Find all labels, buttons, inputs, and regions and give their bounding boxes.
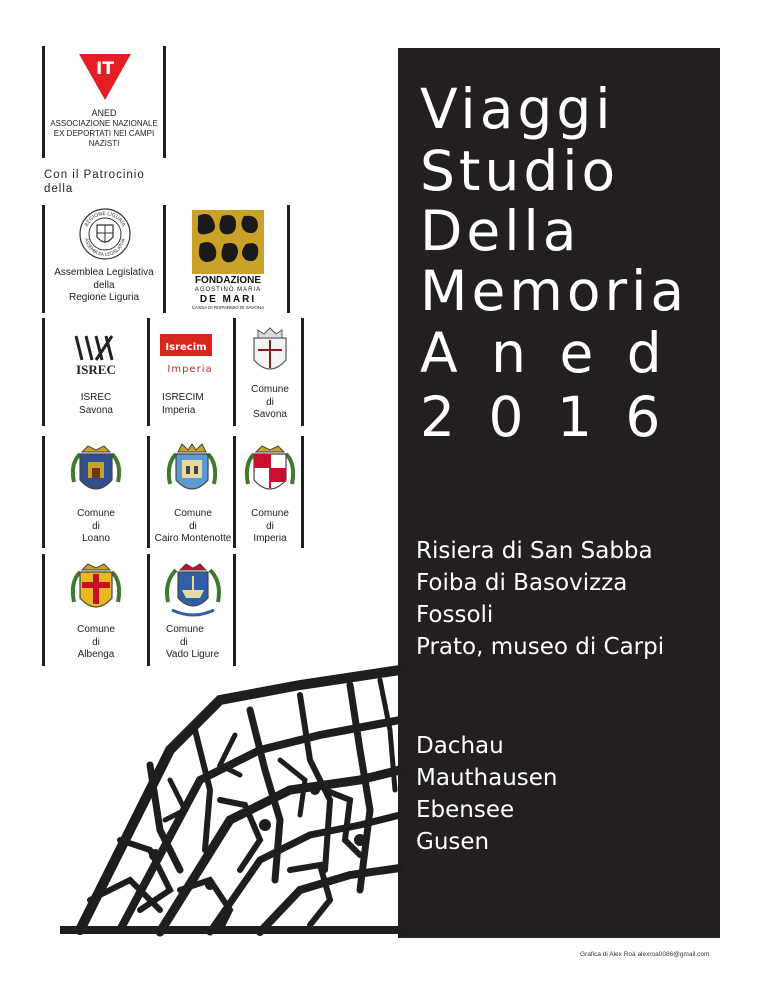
- fondazione-caption: CASSA DI RISPARMIO DI SAVONA: [191, 305, 265, 310]
- isrec-logo-icon: [66, 332, 126, 376]
- loano-label-line: Loano: [82, 533, 110, 544]
- fondazione-title: FONDAZIONE: [194, 275, 262, 286]
- destination-item: Risiera di San Sabba: [416, 538, 653, 564]
- comune-loano-block: [42, 436, 150, 548]
- svg-text:Isrecim: Isrecim: [165, 342, 207, 353]
- regione-label-line: della: [93, 279, 115, 291]
- loano-crest-icon: [68, 442, 124, 504]
- loano-label-line: Comune: [77, 508, 115, 519]
- aned-logo-block: [42, 46, 166, 158]
- title-line-aned: A n e d: [420, 321, 670, 385]
- title-line-memoria: Memoria: [420, 259, 689, 323]
- vado-label-line: di: [180, 636, 188, 648]
- imperia-label-line: di: [266, 520, 274, 532]
- albenga-label-line: Comune: [77, 624, 115, 635]
- patronage-line: della: [44, 183, 74, 195]
- aned-emblem-text: IT: [96, 59, 114, 79]
- regione-liguria-seal-icon: [78, 207, 132, 261]
- fondazione-logo-icon: [192, 210, 264, 274]
- aned-name: ANED: [91, 108, 117, 118]
- savona-crest-icon: [250, 324, 290, 378]
- cairo-label-line: Cairo Montenotte: [154, 533, 232, 544]
- savona-label-line: Comune: [251, 384, 289, 395]
- patronage-label: [44, 168, 145, 196]
- aned-desc-line: NAZISTI: [88, 139, 120, 148]
- fondazione-subtitle: AGOSTINO MARIA: [194, 287, 262, 293]
- albenga-label-line: Albenga: [77, 649, 115, 660]
- vado-label-line: Comune: [166, 624, 204, 635]
- albenga-crest-icon: [68, 560, 124, 622]
- comune-cairo-montenotte-block: [150, 436, 236, 548]
- title-line-studio: Studio: [420, 139, 620, 203]
- destination-item: Gusen: [416, 829, 490, 855]
- comune-vado-ligure-block: [150, 554, 236, 666]
- destination-item: Ebensee: [416, 797, 515, 823]
- comune-imperia-block: [236, 436, 304, 548]
- svg-text:ISREC: ISREC: [76, 362, 116, 376]
- vado-ligure-crest-icon: [162, 560, 224, 622]
- isrecim-label-line: Imperia: [162, 404, 196, 416]
- isrec-label-line: Savona: [79, 404, 113, 416]
- title-line-year: 2 0 1 6: [420, 385, 669, 449]
- imperia-crest-icon: [242, 442, 298, 504]
- title-line-viaggi: Viaggi: [420, 77, 615, 141]
- destination-item: Foiba di Basovizza: [416, 570, 628, 596]
- isrecim-label-line: ISRECIM: [162, 392, 204, 403]
- imperia-label-line: Imperia: [253, 533, 287, 544]
- svg-text:REGIONE LIGURIA: REGIONE LIGURIA: [83, 210, 127, 228]
- loano-label-line: di: [92, 520, 100, 532]
- fondazione-de-mari-block: [166, 205, 290, 313]
- patronage-line: Con il Patrocinio: [44, 169, 145, 181]
- destination-item: Prato, museo di Carpi: [416, 634, 665, 660]
- aned-desc-line: ASSOCIAZIONE NAZIONALE: [50, 119, 158, 128]
- memorial-sculpture-illustration: [60, 640, 480, 940]
- design-credit: Grafica di Alex Roà alexroa0086@gmail.com: [580, 951, 710, 958]
- cairo-label-line: di: [189, 520, 197, 532]
- fondazione-name: DE MARI: [199, 294, 257, 305]
- isrec-savona-block: [42, 318, 150, 426]
- cairo-montenotte-crest-icon: [164, 442, 220, 504]
- aned-desc-line: EX DEPORTATI NEI CAMPI: [53, 129, 155, 138]
- isrecim-logo-icon: [158, 330, 228, 378]
- destination-item: Fossoli: [416, 602, 494, 628]
- savona-label-line: Savona: [253, 409, 287, 420]
- albenga-label-line: di: [92, 636, 100, 648]
- aned-triangle-icon: [77, 52, 133, 102]
- svg-text:Imperia: Imperia: [167, 364, 213, 375]
- cairo-label-line: Comune: [174, 508, 212, 519]
- destination-item: Dachau: [416, 733, 504, 759]
- vado-label-line: Vado Ligure: [166, 649, 220, 660]
- isrec-label-line: ISREC: [80, 392, 112, 403]
- comune-albenga-block: [42, 554, 150, 666]
- savona-label-line: di: [266, 396, 274, 408]
- comune-savona-block: [236, 318, 304, 426]
- title-line-della: Della: [420, 199, 581, 263]
- svg-text:ASSEMBLEA LEGISLATIVA: ASSEMBLEA LEGISLATIVA: [83, 238, 127, 259]
- isrecim-imperia-block: [150, 318, 236, 426]
- destination-item: Mauthausen: [416, 765, 558, 791]
- imperia-label-line: Comune: [251, 508, 289, 519]
- regione-liguria-block: [42, 205, 166, 313]
- regione-label-line: Assemblea Legislativa: [54, 267, 154, 278]
- regione-label-line: Regione Liguria: [68, 292, 140, 303]
